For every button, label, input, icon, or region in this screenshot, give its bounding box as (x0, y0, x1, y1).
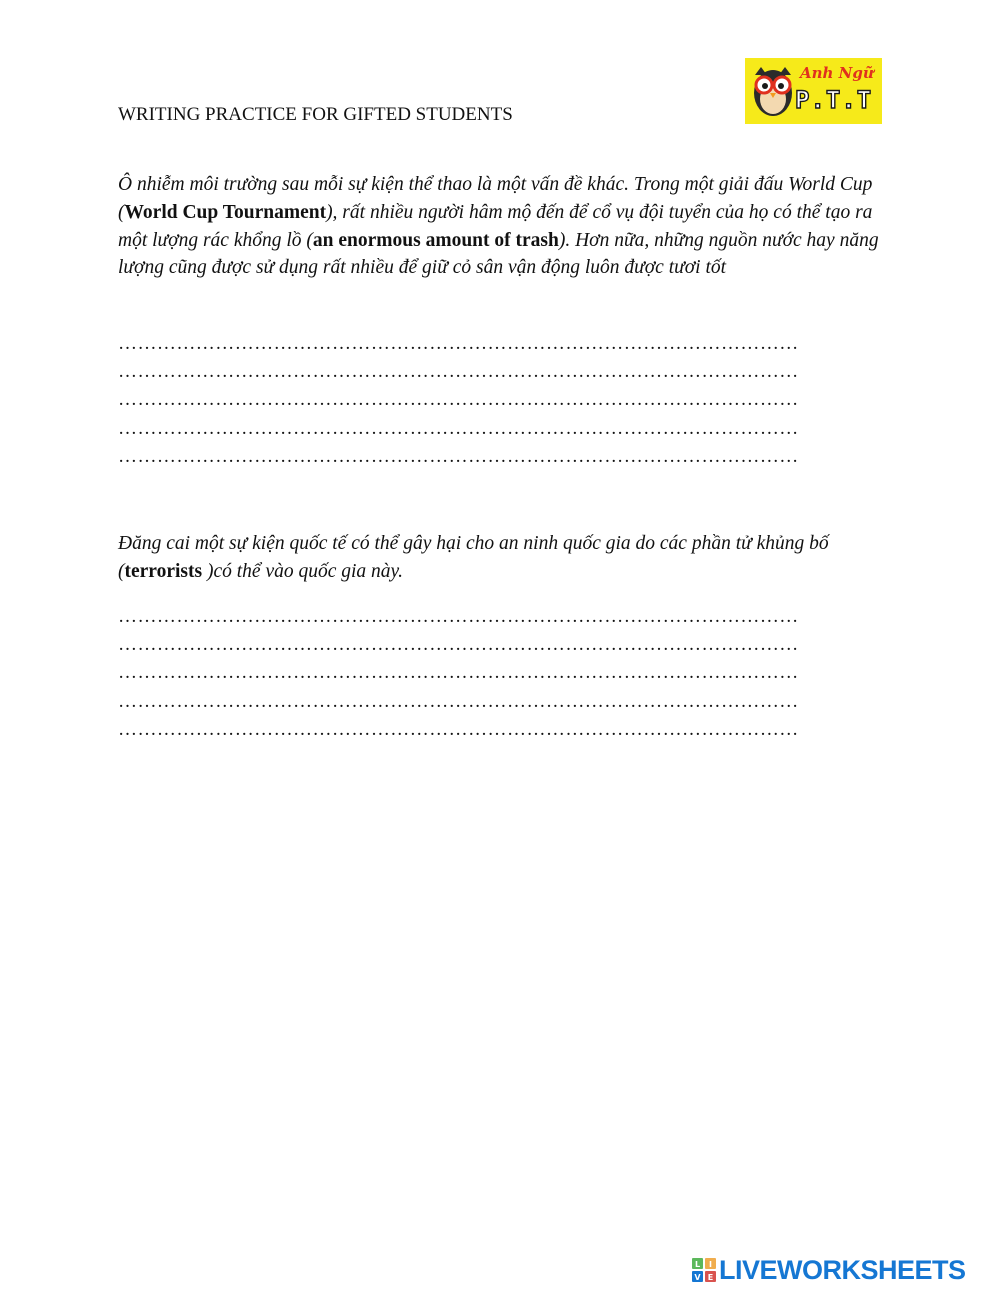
svg-text:V: V (694, 1273, 701, 1282)
prompt-text: ). Hơn nữa, những nguồn nước hay năng lượng cũng được sử dụng rất nhiều để giữ cỏ sân vận động luôn được tươi tốt (118, 229, 879, 279)
logo-wordmark: P.T.T (795, 86, 873, 114)
svg-text:E: E (707, 1273, 714, 1282)
svg-text:I: I (709, 1260, 712, 1269)
svg-text:L: L (694, 1260, 701, 1269)
liveworksheets-blocks-icon (692, 1258, 716, 1282)
answer-line[interactable]: …………………………………………………………………………………………… (118, 690, 799, 712)
key-term: an enormous amount of trash (312, 229, 559, 251)
exercise-2-prompt (118, 530, 888, 586)
anh-ngu-ptt-logo (745, 58, 882, 124)
prompt-text: Ô nhiễm môi trường sau mỗi sự kiện thể thao là một vấn đề khác. Trong một giải đấu World Cup ( (118, 174, 873, 223)
prompt-text: Đăng cai một sự kiện quốc tế có thể gây hại cho an ninh quốc gia do các phần tử khủng bố ( (118, 533, 829, 582)
answer-line[interactable]: …………………………………………………………………………………………… (118, 417, 799, 439)
answer-line[interactable]: …………………………………………………………………………………………… (118, 361, 799, 383)
answer-line[interactable]: …………………………………………………………………………………………… (118, 333, 799, 354)
logo-tagline: Anh Ngữ (800, 64, 874, 82)
prompt-text: )có thể vào quốc gia này. (206, 560, 404, 582)
answer-line[interactable]: …………………………………………………………………………………………… (118, 718, 799, 740)
exercise-2-answer-area[interactable] (118, 603, 888, 744)
exercise-1-answer-area[interactable] (118, 330, 888, 471)
exercise-1-prompt (118, 171, 888, 282)
owl-mascot-icon (751, 63, 795, 119)
answer-line[interactable]: …………………………………………………………………………………………… (118, 634, 799, 656)
answer-line[interactable]: …………………………………………………………………………………………… (118, 445, 799, 467)
key-term: terrorists (124, 560, 207, 582)
answer-line[interactable]: …………………………………………………………………………………………… (118, 389, 799, 411)
answer-line[interactable]: …………………………………………………………………………………………… (118, 662, 799, 684)
key-term: World Cup Tournament (124, 201, 327, 223)
liveworksheets-wordmark: LIVEWORKSHEETS (719, 1255, 966, 1285)
answer-line[interactable]: …………………………………………………………………………………………… (118, 606, 799, 627)
page-title: WRITING PRACTICE FOR GIFTED STUDENTS (118, 104, 513, 125)
prompt-text: ), rất nhiều người hâm mộ đến để cổ vụ đội tuyển của họ có thể tạo ra một lượng rác khổng lồ ( (118, 201, 873, 251)
